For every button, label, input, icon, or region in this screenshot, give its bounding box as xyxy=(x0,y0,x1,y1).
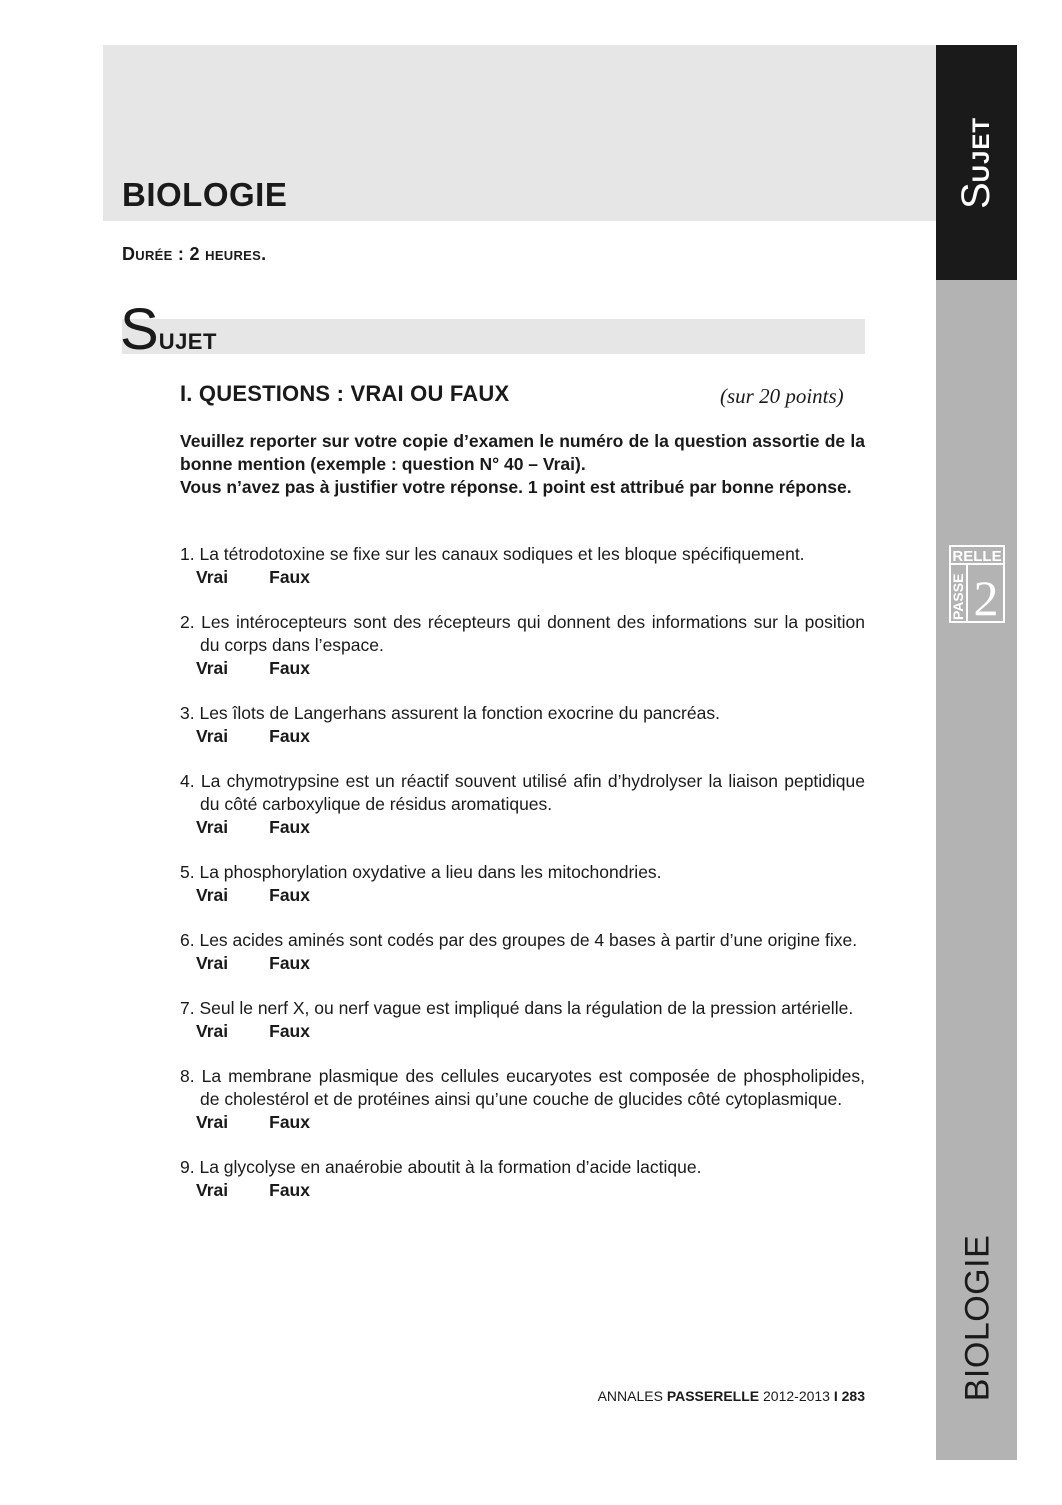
question-item xyxy=(180,861,865,907)
answer-options xyxy=(180,566,865,589)
answer-options xyxy=(180,1020,865,1043)
answer-options xyxy=(180,884,865,907)
question-text: 2. Les intérocepteurs sont des récepteurs qui donnent des informations sur la position du corps dans l’espace. xyxy=(180,612,865,655)
page-number: I 283 xyxy=(833,1388,865,1404)
duration-text: Durée : 2 heures. xyxy=(122,244,267,264)
answer-options xyxy=(180,1179,865,1202)
question-item xyxy=(180,770,865,839)
logo-top-text: RELLE xyxy=(952,548,1002,565)
question-text: 8. La membrane plasmique des cellules eucaryotes est composée de phospholipides, de cholestérol et de protéines ainsi qu’une couche de glucides côté cytoplasmique. xyxy=(180,1066,865,1109)
question-item xyxy=(180,1156,865,1202)
question-text: 9. La glycolyse en anaérobie aboutit à la formation d’acide lactique. xyxy=(180,1157,702,1177)
answer-false: Faux xyxy=(269,567,310,587)
instructions-line-2: Vous n’avez pas à justifier votre réponse. 1 point est attribué par bonne réponse. xyxy=(180,477,852,497)
footer-brand: PASSERELLE xyxy=(666,1388,760,1404)
answer-true: Vrai xyxy=(196,1180,229,1200)
section-heading xyxy=(120,298,217,362)
question-text: 6. Les acides aminés sont codés par des groupes de 4 bases à partir d’une origine fixe. xyxy=(180,930,858,950)
answer-options xyxy=(180,657,865,680)
question-list xyxy=(180,543,865,1224)
answer-true: Vrai xyxy=(196,658,229,678)
side-tab-rest: UJET xyxy=(968,116,995,183)
side-tab-label xyxy=(956,117,996,209)
answer-options xyxy=(180,725,865,748)
answer-false: Faux xyxy=(269,817,310,837)
side-subject-label: BIOLOGIE xyxy=(958,1234,997,1402)
instructions-line-1: Veuillez reporter sur votre copie d’examen le numéro de la question assortie de la bonne mention (exemple : question N° 40 – Vrai). xyxy=(180,431,865,474)
question-text: 3. Les îlots de Langerhans assurent la fonction exocrine du pancréas. xyxy=(180,703,720,723)
question-text: 7. Seul le nerf X, ou nerf vague est impliqué dans la régulation de la pression artérielle. xyxy=(180,998,854,1018)
question-text: 1. La tétrodotoxine se fixe sur les canaux sodiques et les bloque spécifiquement. xyxy=(180,544,805,564)
section-heading-rest: UJET xyxy=(158,329,217,354)
answer-true: Vrai xyxy=(196,726,229,746)
answer-false: Faux xyxy=(269,1021,310,1041)
answer-false: Faux xyxy=(269,726,310,746)
question-text: 4. La chymotrypsine est un réactif souvent utilisé afin d’hydrolyser la liaison peptidique du côté carboxylique de résidus aromatiques. xyxy=(180,771,865,814)
answer-false: Faux xyxy=(269,1180,310,1200)
question-item xyxy=(180,929,865,975)
answer-false: Faux xyxy=(269,658,310,678)
question-item xyxy=(180,611,865,680)
page-title: BIOLOGIE xyxy=(122,176,288,213)
answer-true: Vrai xyxy=(196,885,229,905)
logo-number: 2 xyxy=(973,570,999,623)
section-heading-initial: S xyxy=(120,297,159,362)
answer-options xyxy=(180,816,865,839)
footer-prefix: ANNALES xyxy=(597,1388,667,1404)
logo-side-text: PASSE xyxy=(950,573,966,620)
page-footer xyxy=(575,1388,865,1404)
answer-true: Vrai xyxy=(196,1021,229,1041)
answer-false: Faux xyxy=(269,1112,310,1132)
part-heading: I. QUESTIONS : VRAI OU FAUX xyxy=(180,381,510,406)
question-item xyxy=(180,702,865,748)
answer-false: Faux xyxy=(269,885,310,905)
question-item xyxy=(180,543,865,589)
answer-options xyxy=(180,1111,865,1134)
question-item xyxy=(180,1065,865,1134)
passerelle-logo xyxy=(949,545,1005,623)
side-tab-initial: S xyxy=(954,182,998,210)
instructions xyxy=(180,430,865,499)
question-item xyxy=(180,997,865,1043)
section-band xyxy=(122,319,865,354)
question-text: 5. La phosphorylation oxydative a lieu dans les mitochondries. xyxy=(180,862,662,882)
answer-true: Vrai xyxy=(196,567,229,587)
part-points: (sur 20 points) xyxy=(720,384,844,408)
answer-options xyxy=(180,952,865,975)
footer-year: 2012-2013 xyxy=(759,1388,834,1404)
answer-true: Vrai xyxy=(196,1112,229,1132)
answer-true: Vrai xyxy=(196,817,229,837)
answer-false: Faux xyxy=(269,953,310,973)
answer-true: Vrai xyxy=(196,953,229,973)
